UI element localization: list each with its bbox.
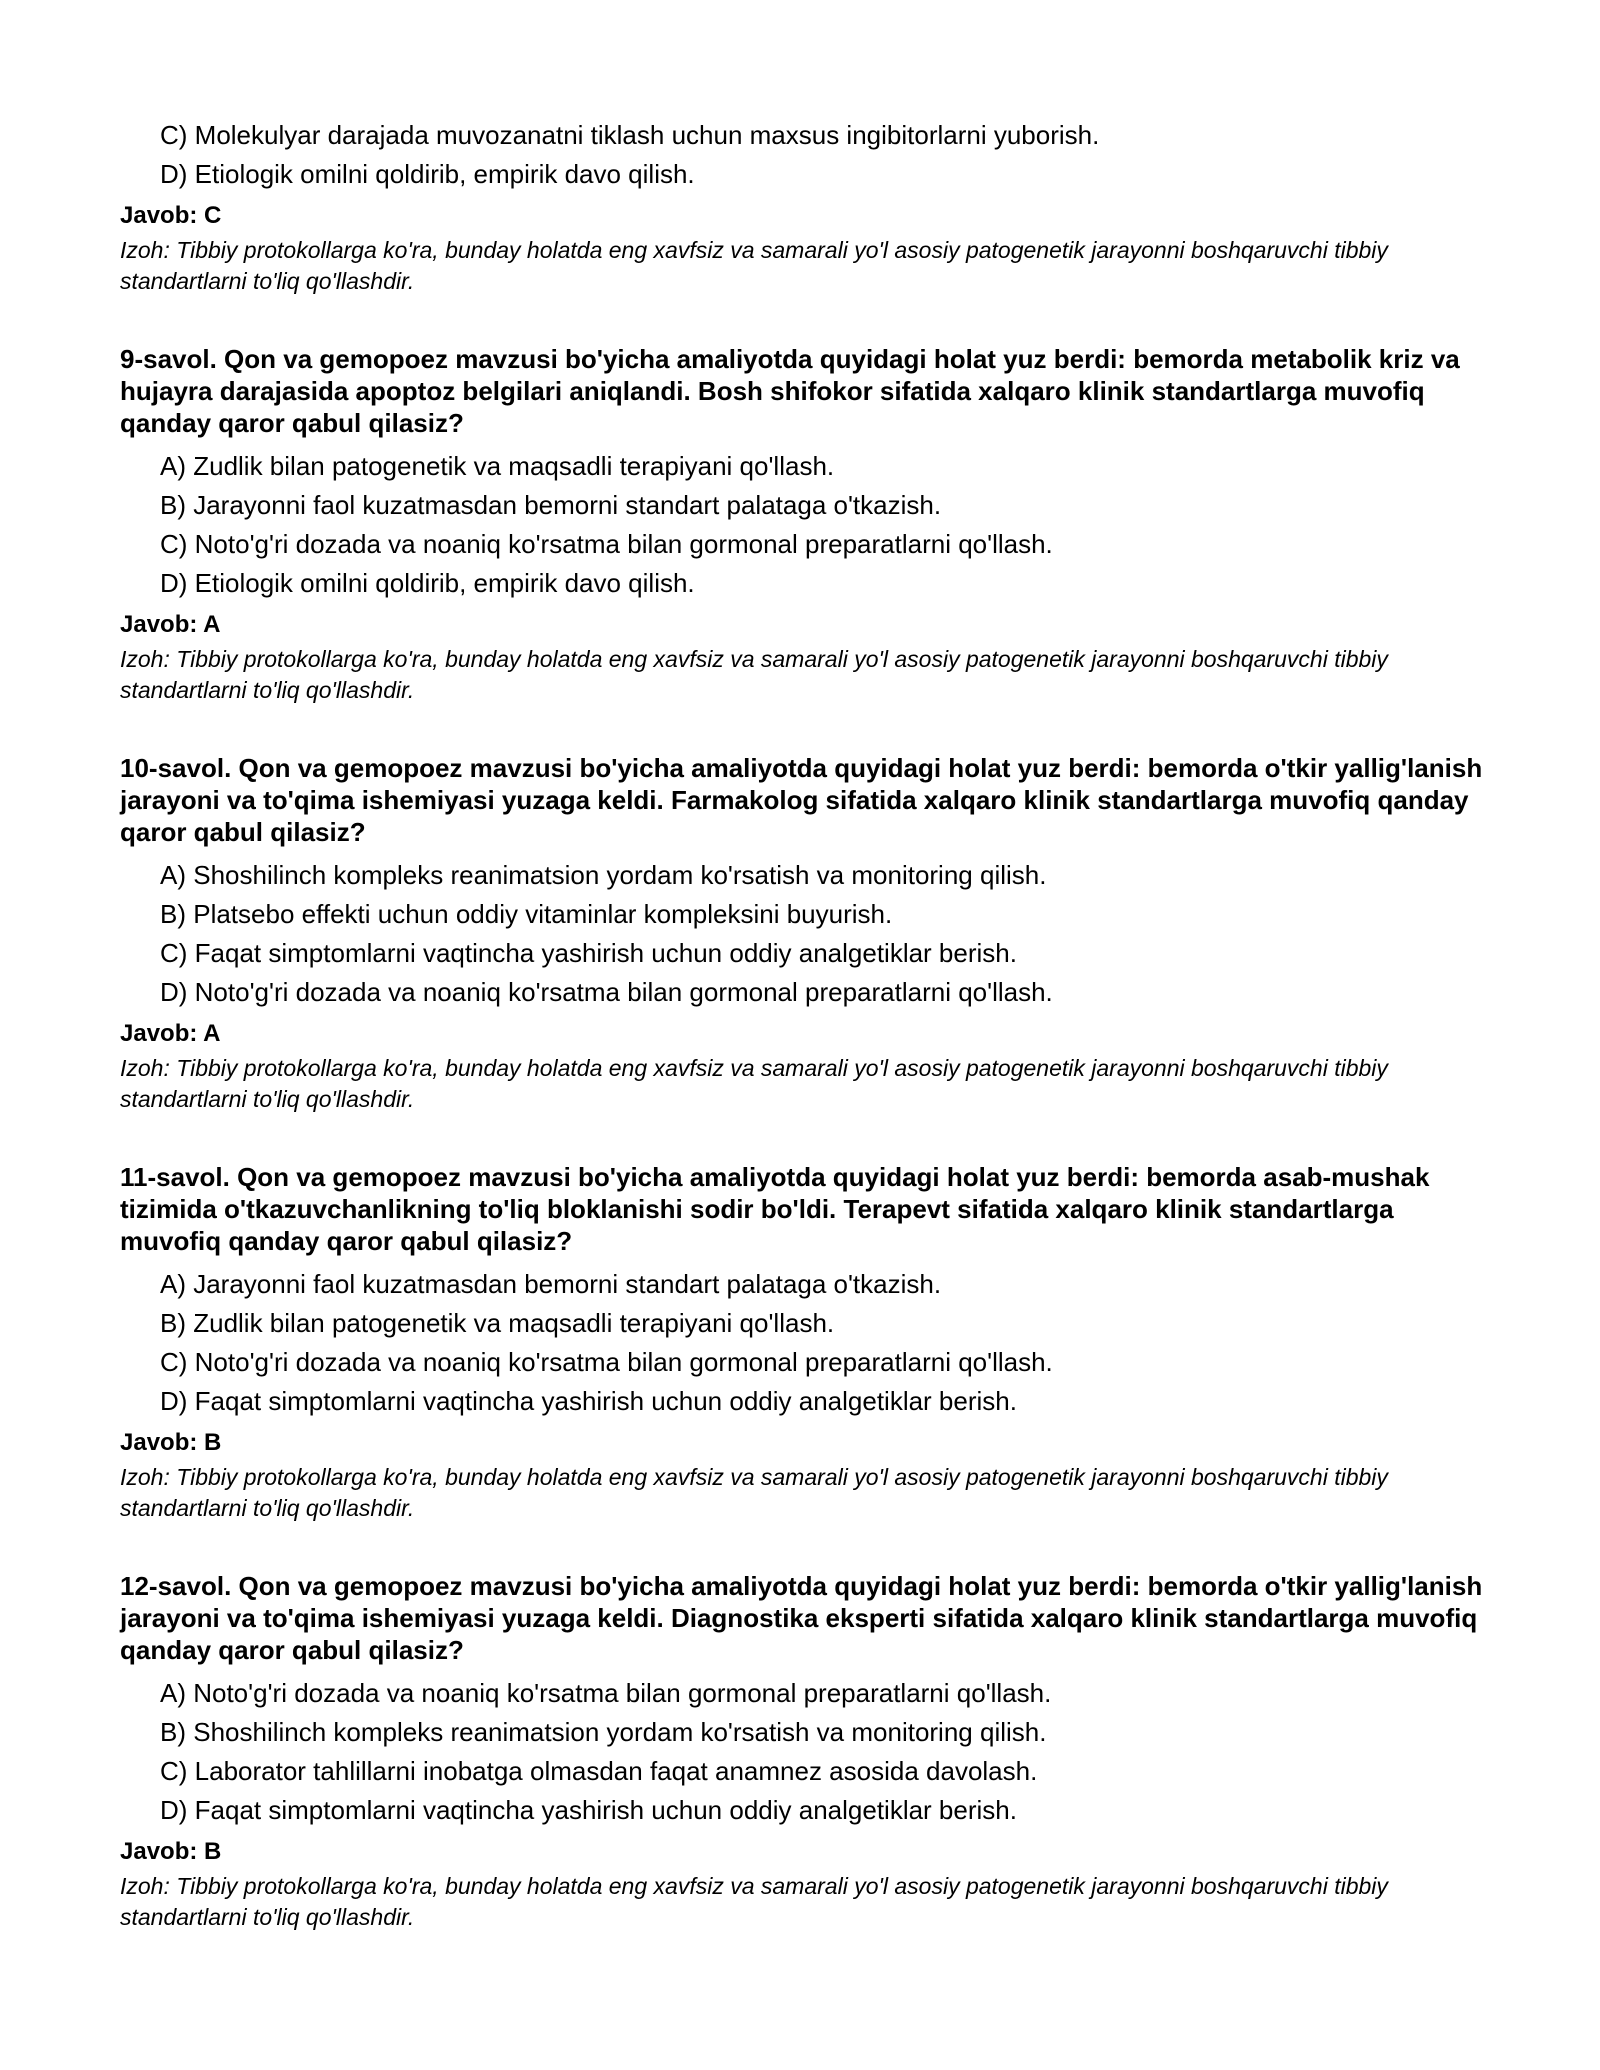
explanation-text: Izoh: Tibbiy protokollarga ko'ra, bunday holatda eng xavfsiz va samarali yo'l asosiy patogenetik jarayonni boshqaruvchi tibbiy standartlarni to'liq qo'llashdir. [120,237,1388,294]
question-block-12 [120,1570,1500,1933]
explanation-text: Izoh: Tibbiy protokollarga ko'ra, bunday holatda eng xavfsiz va samarali yo'l asosiy patogenetik jarayonni boshqaruvchi tibbiy standartlarni to'liq qo'llashdir. [120,1055,1388,1112]
document-page [120,120,1500,1933]
answer-label: Javob: C [120,202,222,229]
option-c: C) Laborator tahlillarni inobatga olmasdan faqat anamnez asosida davolash. [160,1756,1038,1786]
option-c: C) Faqat simptomlarni vaqtincha yashirish uchun oddiy analgetiklar berish. [160,938,1017,968]
option-c: C) Noto'g'ri dozada va noaniq ko'rsatma bilan gormonal preparatlarni qo'llash. [160,1347,1053,1377]
option-a: A) Jarayonni faol kuzatmasdan bemorni standart palataga o'tkazish. [160,1269,942,1299]
option-d: D) Noto'g'ri dozada va noaniq ko'rsatma bilan gormonal preparatlarni qo'llash. [160,977,1053,1007]
option-d: D) Etiologik omilni qoldirib, empirik davo qilish. [160,159,695,189]
question-text: 12-savol. Qon va gemopoez mavzusi bo'yicha amaliyotda quyidagi holat yuz berdi: bemorda o'tkir yallig'lanish jarayoni va to'qima ishemiyasi yuzaga keldi. Diagnostika eksperti sifatida xalqaro klinik standartlarga muvofiq qanday qaror qabul qilasiz? [120,1571,1483,1665]
question-text: 10-savol. Qon va gemopoez mavzusi bo'yicha amaliyotda quyidagi holat yuz berdi: bemorda o'tkir yallig'lanish jarayoni va to'qima ishemiyasi yuzaga keldi. Farmakolog sifatida xalqaro klinik standartlarga muvofiq qanday qaror qabul qilasiz? [120,753,1483,847]
answer-label: Javob: B [120,1838,222,1865]
options-list [120,1678,1500,1825]
option-b: B) Shoshilinch kompleks reanimatsion yordam ko'rsatish va monitoring qilish. [160,1717,1047,1747]
explanation-text: Izoh: Tibbiy protokollarga ko'ra, bunday holatda eng xavfsiz va samarali yo'l asosiy patogenetik jarayonni boshqaruvchi tibbiy standartlarni to'liq qo'llashdir. [120,1873,1388,1930]
options-list [120,120,1500,189]
option-a: A) Shoshilinch kompleks reanimatsion yordam ko'rsatish va monitoring qilish. [160,860,1047,890]
option-a: A) Noto'g'ri dozada va noaniq ko'rsatma bilan gormonal preparatlarni qo'llash. [160,1678,1052,1708]
question-block-10 [120,752,1500,1115]
question-text: 11-savol. Qon va gemopoez mavzusi bo'yicha amaliyotda quyidagi holat yuz berdi: bemorda asab-mushak tizimida o'tkazuvchanlikning to'liq bloklanishi sodir bo'ldi. Terapevt sifatida xalqaro klinik standartlarga muvofiq qanday qaror qabul qilasiz? [120,1162,1430,1256]
option-b: B) Jarayonni faol kuzatmasdan bemorni standart palataga o'tkazish. [160,490,942,520]
answer-label: Javob: A [120,1020,221,1047]
explanation-text: Izoh: Tibbiy protokollarga ko'ra, bunday holatda eng xavfsiz va samarali yo'l asosiy patogenetik jarayonni boshqaruvchi tibbiy standartlarni to'liq qo'llashdir. [120,646,1388,703]
options-list [120,860,1500,1007]
explanation-text: Izoh: Tibbiy protokollarga ko'ra, bunday holatda eng xavfsiz va samarali yo'l asosiy patogenetik jarayonni boshqaruvchi tibbiy standartlarni to'liq qo'llashdir. [120,1464,1388,1521]
options-list [120,451,1500,598]
question-block-continued [120,120,1500,297]
option-b: B) Zudlik bilan patogenetik va maqsadli terapiyani qo'llash. [160,1308,835,1338]
answer-label: Javob: A [120,611,221,638]
option-d: D) Faqat simptomlarni vaqtincha yashirish uchun oddiy analgetiklar berish. [160,1795,1017,1825]
options-list [120,1269,1500,1416]
question-block-11 [120,1161,1500,1524]
question-text: 9-savol. Qon va gemopoez mavzusi bo'yicha amaliyotda quyidagi holat yuz berdi: bemorda metabolik kriz va hujayra darajasida apoptoz belgilari aniqlandi. Bosh shifokor sifatida xalqaro klinik standartlarga muvofiq qanday qaror qabul qilasiz? [120,344,1460,438]
option-c: C) Noto'g'ri dozada va noaniq ko'rsatma bilan gormonal preparatlarni qo'llash. [160,529,1053,559]
option-c: C) Molekulyar darajada muvozanatni tiklash uchun maxsus ingibitorlarni yuborish. [160,120,1100,150]
answer-label: Javob: B [120,1429,222,1456]
option-a: A) Zudlik bilan patogenetik va maqsadli terapiyani qo'llash. [160,451,835,481]
option-d: D) Faqat simptomlarni vaqtincha yashirish uchun oddiy analgetiklar berish. [160,1386,1017,1416]
question-block-9 [120,343,1500,706]
option-b: B) Platsebo effekti uchun oddiy vitaminlar kompleksini buyurish. [160,899,893,929]
option-d: D) Etiologik omilni qoldirib, empirik davo qilish. [160,568,695,598]
